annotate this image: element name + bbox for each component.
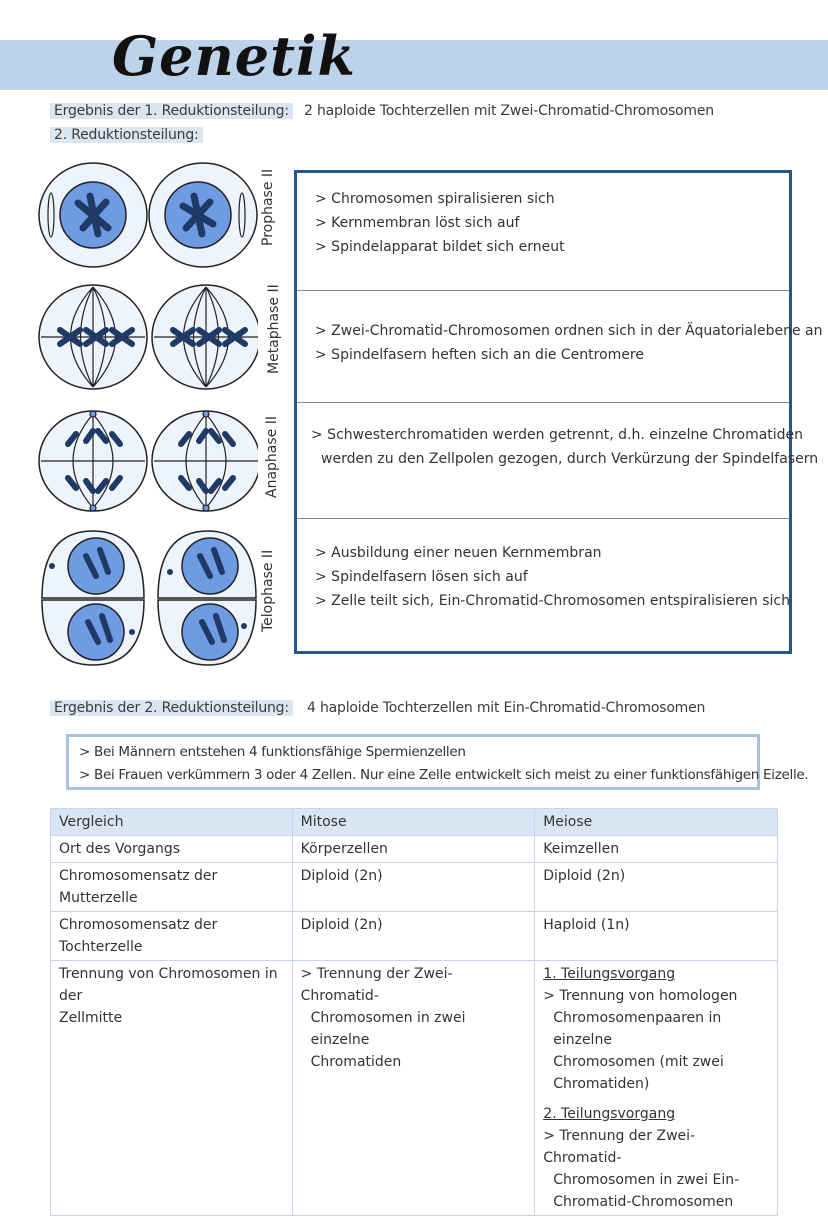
table-header-cell: Meiose [535, 809, 778, 836]
cell-metaphase-1 [39, 285, 147, 389]
anaphase-bullets [311, 423, 818, 471]
metaphase-bullets [315, 319, 823, 367]
table-cell [292, 961, 535, 1216]
phase-label-prophase: Prophase II [260, 168, 276, 246]
info-line: > Bei Frauen verkümmern 3 oder 4 Zellen. Nur eine Zelle entwickelt sich meist zu einer funktionsfähigen Eizelle. [79, 767, 809, 783]
phase-description-box [294, 170, 823, 654]
cell-line: Zellmitte [59, 1010, 123, 1026]
info-box [66, 734, 809, 790]
cell-anaphase-2 [152, 411, 258, 511]
telophase-diagram [38, 528, 258, 668]
phase-label-metaphase: Metaphase II [266, 284, 282, 374]
table-cell: Chromosomensatz der Tochterzelle [51, 912, 293, 961]
table-row [51, 912, 778, 961]
table-cell: Chromosomensatz der Mutterzelle [51, 863, 293, 912]
table-row [51, 836, 778, 863]
cell-telophase-2 [158, 531, 256, 665]
cell-line: Chromosomen in zwei Ein- [553, 1172, 740, 1188]
table-cell: Diploid (2n) [535, 863, 778, 912]
anaphase-diagram [38, 406, 258, 518]
cell-line: > Trennung der Zwei-Chromatid- [300, 966, 453, 1004]
comparison-table [50, 808, 778, 1216]
bullet: > Zwei-Chromatid-Chromosomen ordnen sich in der Äquatorialebene an [315, 323, 823, 339]
table-cell [51, 961, 293, 1216]
table-cell [535, 961, 778, 1216]
cell-subheading: 1. Teilungsvorgang [543, 966, 676, 982]
bullet: > Zelle teilt sich, Ein-Chromatid-Chromosomen entspiralisieren sich [315, 593, 790, 609]
phase-row-metaphase [297, 290, 823, 402]
table-header-cell: Vergleich [51, 809, 293, 836]
phase-label-anaphase: Anaphase II [264, 416, 280, 498]
cell-line: Chromosomen in zwei einzelne [310, 1010, 466, 1048]
cell-line: Chromosomenpaaren in einzelne [553, 1010, 722, 1048]
phase-row-prophase [297, 173, 789, 290]
cell-anaphase-1 [39, 411, 147, 511]
table-cell: Ort des Vorgangs [51, 836, 293, 863]
cell-line: Chromatiden) [553, 1076, 650, 1092]
cell-line: > Trennung von homologen [543, 988, 738, 1004]
result2-value: 4 haploide Tochterzellen mit Ein-Chromatid-Chromosomen [307, 700, 706, 716]
prophase-bullets [315, 187, 565, 259]
bullet: > Spindelfasern lösen sich auf [315, 569, 528, 585]
cell-line: Chromosomen (mit zwei [553, 1054, 724, 1070]
cell-telophase-1 [42, 531, 144, 665]
table-cell: Keimzellen [535, 836, 778, 863]
table-cell: Körperzellen [292, 836, 535, 863]
table-cell: Diploid (2n) [292, 863, 535, 912]
bullet: > Spindelapparat bildet sich erneut [315, 239, 565, 255]
table-cell: Diploid (2n) [292, 912, 535, 961]
bullet: > Chromosomen spiralisieren sich [315, 191, 555, 207]
cell-line: Chromatiden [310, 1054, 402, 1070]
section2-heading: 2. Reduktionsteilung: [50, 127, 203, 143]
telophase-bullets [315, 541, 790, 613]
metaphase-diagram [38, 282, 258, 394]
bullet: > Kernmembran löst sich auf [315, 215, 520, 231]
page-title: Genetik [112, 24, 356, 88]
result1-value: 2 haploide Tochterzellen mit Zwei-Chromatid-Chromosomen [304, 103, 714, 119]
table-header-cell: Mitose [292, 809, 535, 836]
phase-row-telophase [297, 518, 789, 651]
cell-metaphase-2 [152, 285, 258, 389]
phase-label-telophase: Telophase II [260, 549, 276, 632]
cell-line: > Trennung der Zwei-Chromatid- [543, 1128, 696, 1166]
info-line: > Bei Männern entstehen 4 funktionsfähige Spermienzellen [79, 744, 466, 760]
phase-row-anaphase [297, 402, 819, 518]
cell-subheading: 2. Teilungsvorgang [543, 1106, 676, 1122]
bullet: > Spindelfasern heften sich an die Centromere [315, 347, 644, 363]
table-cell: Haploid (1n) [535, 912, 778, 961]
table-row [51, 863, 778, 912]
bullet: werden zu den Zellpolen gezogen, durch Verkürzung der Spindelfasern [321, 451, 819, 467]
cell-line: Chromatid-Chromosomen [553, 1194, 734, 1210]
result1-label: Ergebnis der 1. Reduktionsteilung: [50, 103, 293, 119]
prophase-diagram [38, 158, 258, 276]
table-header-row [51, 809, 778, 836]
cell-line: Trennung von Chromosomen in der [59, 966, 278, 1004]
bullet: > Schwesterchromatiden werden getrennt, d.h. einzelne Chromatiden [311, 427, 804, 443]
result2-label: Ergebnis der 2. Reduktionsteilung: [50, 700, 293, 716]
cell-prophase-1 [39, 163, 147, 267]
cell-prophase-2 [149, 163, 257, 267]
bullet: > Ausbildung einer neuen Kernmembran [315, 545, 602, 561]
table-row [51, 961, 778, 1216]
